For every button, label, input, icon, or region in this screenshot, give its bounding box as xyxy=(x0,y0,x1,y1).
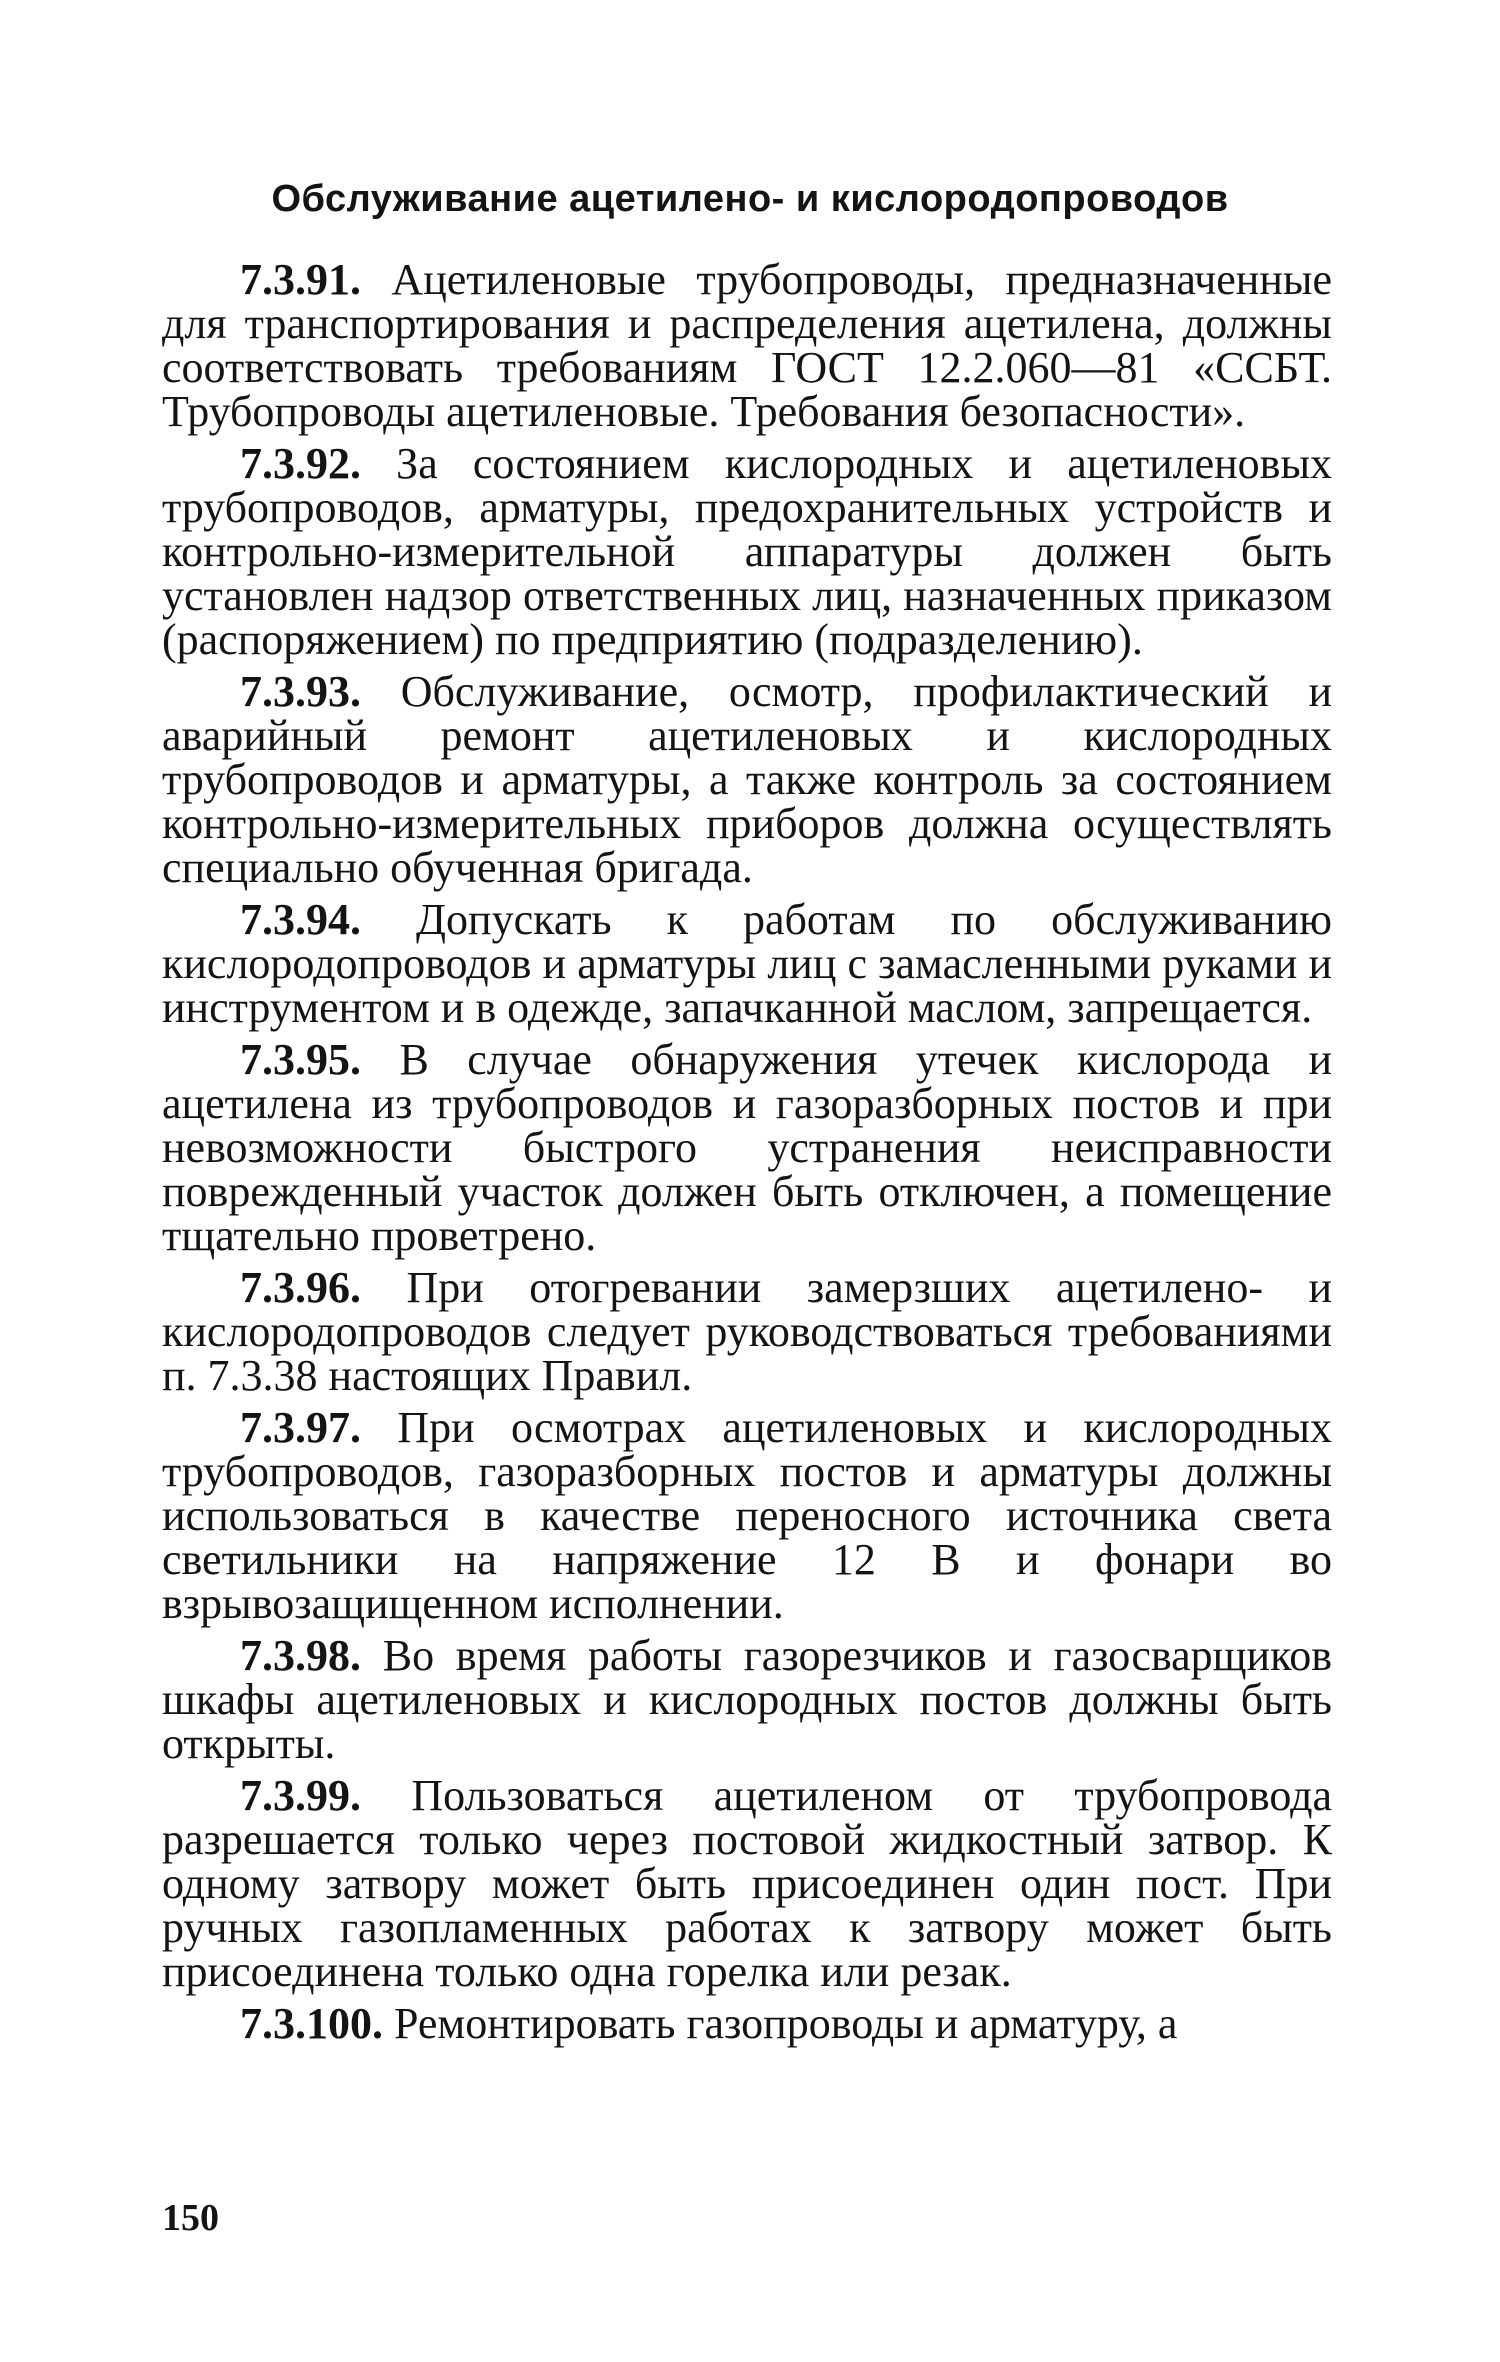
paragraph-7-3-95 xyxy=(162,1035,1333,1260)
paragraph-text: При осмотрах ацетиленовых и кислородных трубопроводов, газоразборных постов и арматуры должны использоваться в качестве переносного источника света светильники на напряжение 12 В и фонари во взрывозащищенном исполнении. xyxy=(162,1403,1332,1628)
paragraph-7-3-98 xyxy=(162,1631,1333,1768)
paragraph-7-3-97 xyxy=(162,1403,1332,1628)
paragraph-number: 7.3.94. xyxy=(240,895,361,944)
paragraph-number: 7.3.91. xyxy=(240,255,361,304)
paragraph-7-3-99 xyxy=(162,1771,1332,1996)
paragraph-text: Ремонтировать газопроводы и арматуру, а xyxy=(394,1999,1178,2048)
paragraph-7-3-94 xyxy=(162,895,1332,1032)
paragraph-number: 7.3.100. xyxy=(240,1999,383,2048)
paragraph-7-3-93 xyxy=(162,667,1333,892)
paragraph-text: За состоянием кислородных и ацетиленовых трубопроводов, арматуры, предохранительных устройств и контрольно-измерительной аппаратуры должен быть установлен надзор ответственных лиц, назначенных приказом (распоряжением) по предприятию (подразделению). xyxy=(162,439,1333,664)
paragraph-text: Ацетиленовые трубопроводы, предназначенные для транспортирования и распределения ацетилена, должны соответствовать требованиям ГОСТ 12.2.060—81 «ССБТ. Трубопроводы ацетиленовые. Требования безопасности». xyxy=(162,255,1332,436)
paragraph-number: 7.3.93. xyxy=(240,667,361,716)
paragraph-7-3-92 xyxy=(162,439,1333,664)
paragraph-number: 7.3.97. xyxy=(240,1403,361,1452)
paragraph-number: 7.3.98. xyxy=(240,1631,361,1680)
paragraph-number: 7.3.95. xyxy=(240,1035,361,1084)
body-text xyxy=(162,255,1333,2054)
page-number: 150 xyxy=(162,2197,219,2239)
paragraph-7-3-100 xyxy=(162,1999,1332,2048)
section-heading: Обслуживание ацетилено- и кислородопроводов xyxy=(271,178,1229,220)
paragraph-7-3-91 xyxy=(162,255,1332,436)
paragraph-text: Обслуживание, осмотр, профилактический и аварийный ремонт ацетиленовых и кислородных трубопроводов и арматуры, а также контроль за состоянием контрольно-измерительных приборов должна осуществлять специально обученная бригада. xyxy=(162,667,1333,892)
paragraph-number: 7.3.92. xyxy=(240,439,361,488)
paragraph-text: Во время работы газорезчиков и газосварщиков шкафы ацетиленовых и кислородных постов должны быть открыты. xyxy=(162,1631,1333,1768)
paragraph-number: 7.3.99. xyxy=(240,1771,361,1820)
paragraph-text: Допускать к работам по обслуживанию кислородопроводов и арматуры лиц с замасленными руками и инструментом и в одежде, запачканной маслом, запрещается. xyxy=(162,895,1332,1032)
paragraph-text: В случае обнаружения утечек кислорода и ацетилена из трубопроводов и газоразборных постов и при невозможности быстрого устранения неисправности поврежденный участок должен быть отключен, а помещение тщательно проветрено. xyxy=(162,1035,1333,1260)
paragraph-7-3-96 xyxy=(162,1263,1332,1400)
paragraph-number: 7.3.96. xyxy=(240,1263,361,1312)
paragraph-text: При отогревании замерзших ацетилено- и кислородопроводов следует руководствоваться требованиями п. 7.3.38 настоящих Правил. xyxy=(162,1263,1332,1400)
paragraph-text: Пользоваться ацетиленом от трубопровода разрешается только через постовой жидкостный затвор. К одному затвору может быть присоединен один пост. При ручных газопламенных работах к затвору может быть присоединена только одна горелка или резак. xyxy=(162,1771,1332,1996)
